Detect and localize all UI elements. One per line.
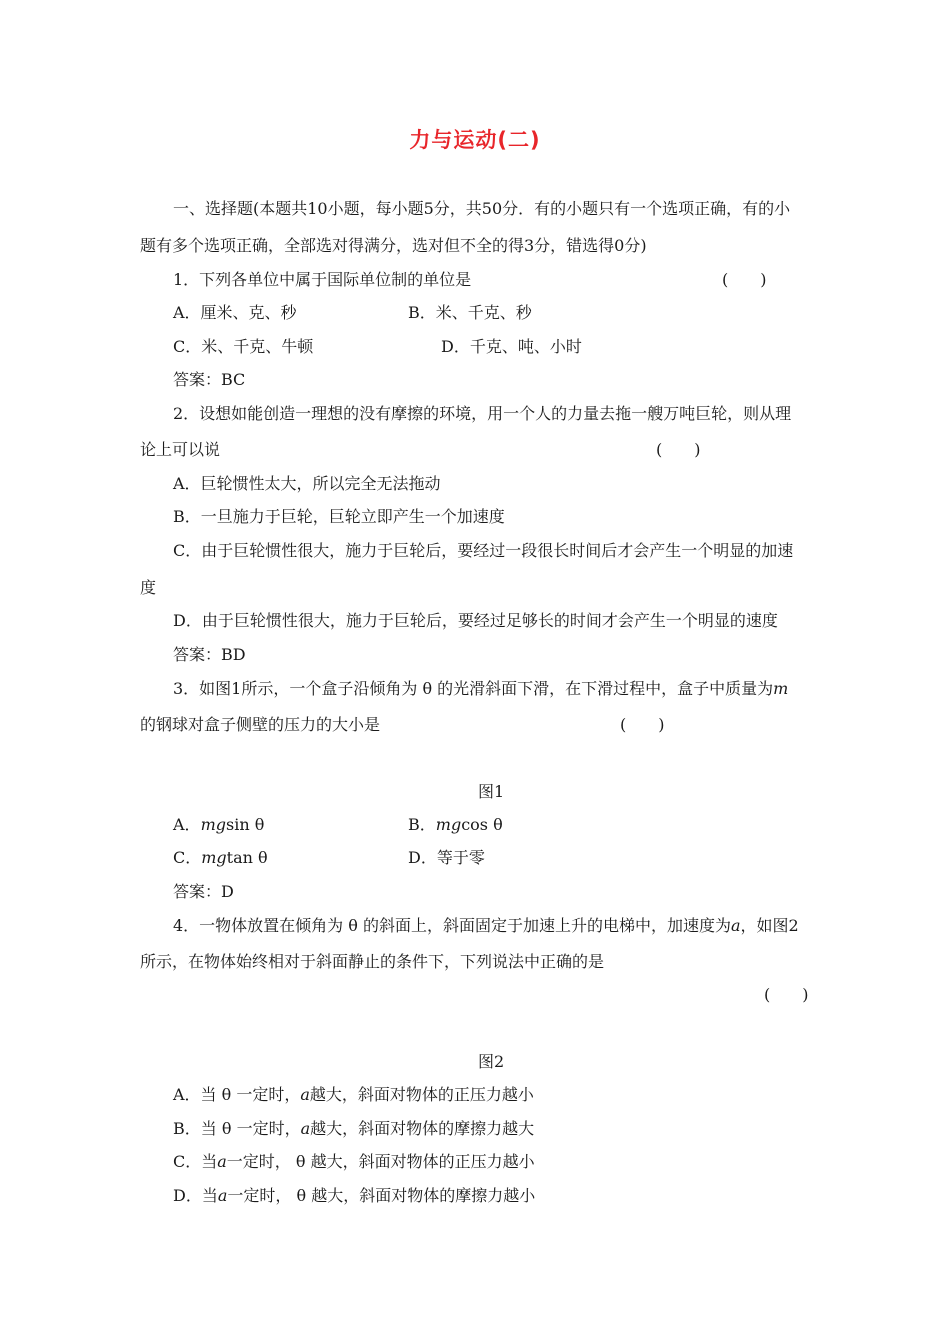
question-3-option-a [173,815,264,835]
question-4-stem-line-2: 所示，在物体始终相对于斜面静止的条件下，下列说法中正确的是 [140,952,605,971]
question-2-answer-blank: ( ) [656,440,701,459]
question-3-option-c [173,848,268,868]
option-variable: a [217,1186,228,1205]
option-variable: mg [200,815,226,834]
option-text: 越大，斜面对物体的摩擦力越大 [310,1119,535,1138]
question-4-answer-blank: ( ) [764,985,809,1004]
option-text: 一定时， θ 越大，斜面对物体的正压力越小 [226,1152,535,1171]
question-1-option-b: B．米、千克、秒 [408,303,532,322]
question-2-stem-line-2: 论上可以说 [140,440,221,459]
question-3-stem-line-1 [173,679,788,699]
question-1-stem: 1．下列各单位中属于国际单位制的单位是 [173,270,472,289]
figure-2-caption: 图2 [478,1052,505,1071]
option-text: tan θ [226,848,268,867]
question-4-stem-line-1 [173,916,799,936]
question-4-stem-text-end: ，如图2 [740,916,799,935]
question-1-option-c: C．米、千克、牛顿 [173,337,314,356]
option-text: 越大，斜面对物体的正压力越小 [309,1085,534,1104]
option-text: B．当 θ 一定时， [173,1119,301,1138]
question-1-option-a: A．厘米、克、秒 [173,303,297,322]
figure-1-caption: 图1 [478,782,505,801]
option-label: B． [408,815,436,834]
question-4-option-b [173,1119,534,1139]
question-1-answer-blank: ( ) [722,270,767,289]
option-variable: mg [201,848,227,867]
question-3-answer-blank: ( ) [620,715,665,734]
option-variable: a [300,1119,311,1138]
question-3-option-b [408,815,503,835]
option-label: A． [173,815,201,834]
question-4-option-c [173,1152,535,1172]
question-2-option-a: A．巨轮惯性太大，所以完全无法拖动 [173,474,441,493]
option-text: cos θ [461,815,503,834]
option-label: C． [173,848,202,867]
question-2-option-b: B．一旦施力于巨轮，巨轮立即产生一个加速度 [173,507,505,526]
section-intro-line-2: 题有多个选项正确，全部选对得满分，选对但不全的得3分，错选得0分) [140,236,647,255]
option-text: 一定时， θ 越大，斜面对物体的摩擦力越小 [227,1186,536,1205]
question-2-answer: 答案：BD [173,645,246,664]
question-4-option-d [173,1186,535,1206]
section-intro-line-1: 一、选择题(本题共10小题，每小题5分，共50分．有的小题只有一个选项正确，有的小 [173,199,791,218]
question-4-stem-variable: a [731,916,741,935]
question-4-option-a [173,1085,534,1105]
option-variable: a [300,1085,310,1104]
question-3-option-d: D．等于零 [408,848,485,867]
question-1-option-d: D．千克、吨、小时 [441,337,582,356]
page-title: 力与运动(二) [409,128,541,152]
option-variable: mg [435,815,462,834]
question-2-option-c-line-2: 度 [140,578,157,597]
option-text: D．当 [173,1186,218,1205]
question-2-stem-line-1: 2．设想如能创造一理想的没有摩擦的环境，用一个人的力量去拖一艘万吨巨轮，则从理 [173,404,792,423]
question-3-answer: 答案：D [173,882,234,901]
option-variable: a [217,1152,227,1171]
question-2-option-c-line-1: C．由于巨轮惯性很大，施力于巨轮后，要经过一段很长时间后才会产生一个明显的加速 [173,541,794,560]
question-3-stem-line-2: 的钢球对盒子侧壁的压力的大小是 [140,715,381,734]
option-text: A．当 θ 一定时， [173,1085,301,1104]
question-3-stem-text: 3．如图1所示，一个盒子沿倾角为 θ 的光滑斜面下滑，在下滑过程中，盒子中质量为 [173,679,774,698]
question-2-option-d: D．由于巨轮惯性很大，施力于巨轮后，要经过足够长的时间才会产生一个明显的速度 [173,611,778,630]
question-4-stem-text: 4．一物体放置在倾角为 θ 的斜面上，斜面固定于加速上升的电梯中，加速度为 [173,916,731,935]
question-1-answer: 答案：BC [173,370,246,389]
option-text: sin θ [225,815,265,834]
question-3-stem-variable: m [773,679,789,698]
option-text: C．当 [173,1152,218,1171]
